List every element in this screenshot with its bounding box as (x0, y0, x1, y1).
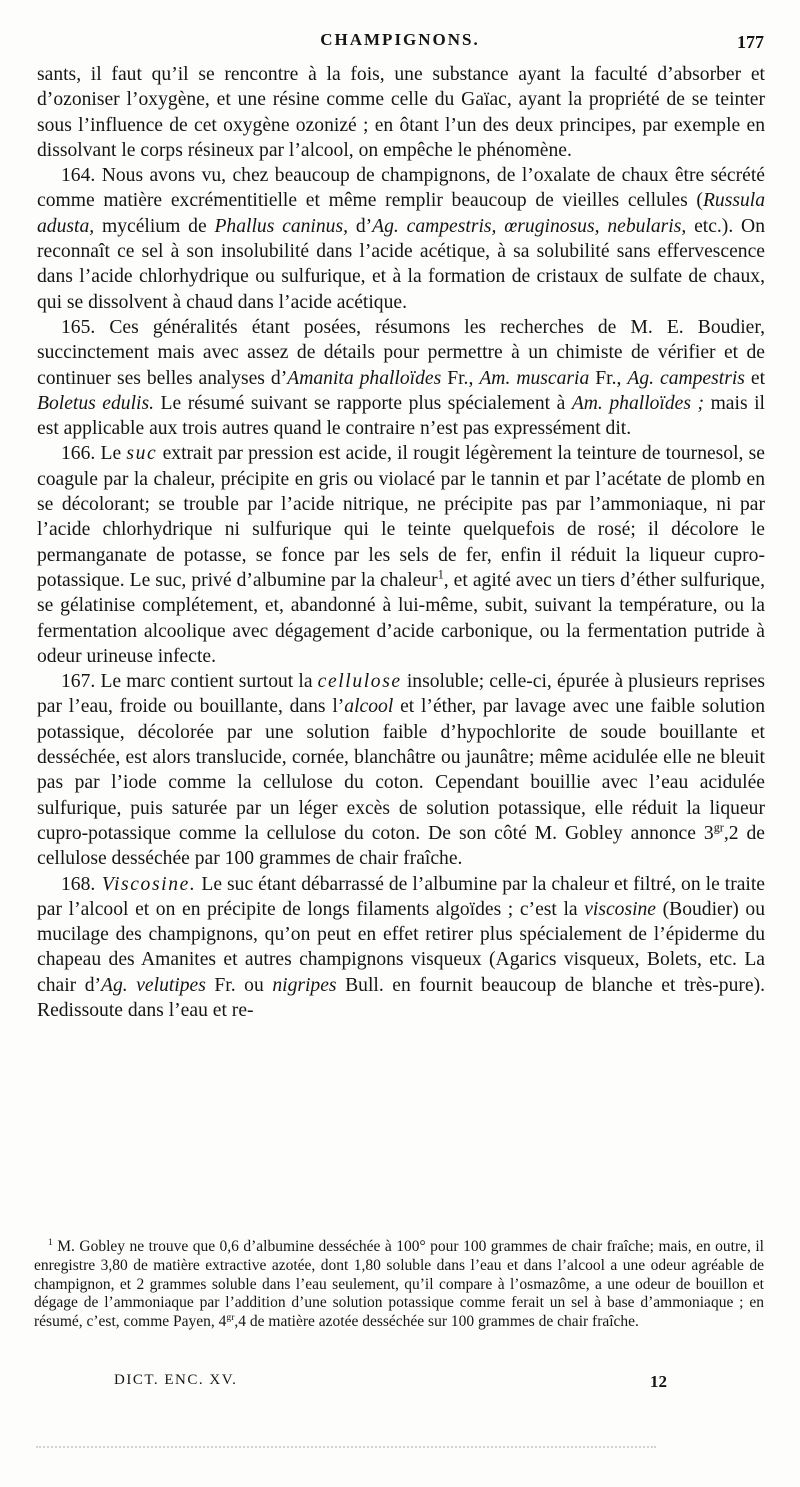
paragraph-166 (37, 441, 765, 669)
footnote-1 (34, 1238, 764, 1332)
species-name: Ag. velutipes (101, 974, 206, 996)
text-run: Ces généralités étant posées, résumons les recherches de M. E. Boudier, succinctement mais avec assez de détails pour permettre à un chimiste de vérifier et de continuer ses belles analyses d’ (37, 316, 765, 389)
text-run: Le (95, 443, 127, 465)
text-run: d’ (348, 215, 373, 237)
species-name: Ag. campestris, œruginosus, nebularis, (372, 215, 687, 237)
text-run: ,2 de cellulose desséchée par 100 grammes de chair fraîche. (37, 822, 765, 870)
paragraph-168 (37, 872, 765, 1024)
scan-artifact-divider (36, 1446, 656, 1450)
emphasized-term: cellulose (317, 671, 402, 693)
text-run: etc.). On reconnaît ce sel à son insolubilité dans l’acide acétique, à sa solubilité sans effervescence dans l’acide chlorhydrique ou sulfurique, et à la formation de cristaux de sulfate de chaux, qui se dissolvent à chaud dans l’acide acétique. (37, 215, 765, 313)
text-run: et (744, 367, 766, 389)
species-name: Russula adusta, (37, 190, 765, 237)
italic-term: viscosine (584, 898, 657, 920)
running-title: CHAMPIGNONS. (320, 30, 480, 49)
species-name: Boletus edulis. (37, 392, 154, 414)
paragraph-167 (37, 669, 765, 871)
paragraph-intro (37, 62, 765, 163)
species-name: Phallus caninus, (214, 215, 348, 237)
text-run: insoluble; celle-ci, épurée à plusieurs reprises par l’eau, froide ou bouillante, dans l’ (37, 671, 765, 718)
page-number: 177 (737, 32, 764, 52)
paragraph-164 (37, 163, 765, 315)
paragraph-intro-text: sants, il faut qu’il se rencontre à la fois, une substance ayant la faculté d’absorber et d’ozoniser l’oxygène, et une résine comme celle du Gaïac, ayant la propriété de se teinter sous l’influence de cet oxygène ozonizé ; en ôtant l’un des deux principes, par exemple en dissolvant le corps résineux par l’alcool, on empêche le phénomène. (37, 64, 765, 161)
paragraph-number: 166. (61, 443, 96, 465)
species-name: Am. muscaria (479, 367, 590, 389)
species-name: Ag. campestris (627, 367, 745, 389)
text-run: Le résumé suivant se rapporte plus spécialement à (154, 392, 572, 414)
signature-number: 12 (650, 1372, 667, 1391)
text-run: Le suc étant débarrassé de l’albumine par la chaleur et filtré, on le traite par l’alcool et on en précipite de longs filaments algoïdes ; c’est la (37, 873, 765, 920)
text-run: extrait par pression est acide, il rougit légèrement la teinture de tournesol, se coagule par la chaleur, précipite en gris ou violacé par le tannin et par l’acétate de plomb en se décolorant; se trouble par l’acide nitrique, ne précipite pas par l’ammoniaque, ni par l’acide chlorhydrique ni sulfurique qui le teinte quelquefois de rosé; il décolore le permanganate de potasse, se fonce par les sels de fer, enfin il réduit la liqueur cupro-potassique. Le suc, privé d’albumine par la chaleur (37, 443, 765, 591)
paragraph-number: 168. (61, 873, 96, 895)
printer-signature: DICT. ENC. XV. (114, 1372, 238, 1388)
text-run: Nous avons vu, chez beaucoup de champignons, de l’oxalate de chaux être sécrété comme matière excrémentitielle et même remplir beaucoup de vieilles cellules ( (37, 165, 765, 212)
emphasized-term: suc (126, 443, 158, 465)
italic-term: alcool (344, 696, 394, 718)
paragraph-number: 165. (61, 316, 96, 338)
footnote-text: ,4 de matière azotée desséchée sur 100 grammes de chair fraîche. (234, 1313, 639, 1331)
text-run: Bull. en fournit beaucoup de blanche et très-pure). Redissoute dans l’eau et re- (37, 974, 766, 1021)
body-text (37, 62, 765, 1023)
footnote-mark: 1 (48, 1236, 53, 1248)
footnote-text: M. Gobley ne trouve que 0,6 d’albumine desséchée à 100° pour 100 grammes de chair fraîche; mais, en outre, il enregistre 3,80 de matière extractive azotée, dont 1,80 soluble dans l’eau et dans l’alcool a une odeur agréable de champignon, et 2 grammes soluble dans l’eau seulement, qu’il compare à l’osmazôme, a une odeur de bouillon et dégage de l’ammoniaque par l’addition d’une solution potassique comme ferait un sel à base d’ammoniaque ; en résumé, c’est, comme Payen, 4 (34, 1238, 764, 1331)
unit-superscript: gr (226, 1312, 235, 1324)
text-run: Le marc contient surtout la (95, 671, 318, 693)
species-name: Am. phalloïdes ; (571, 392, 705, 414)
text-run: , et agité avec un tiers d’éther sulfurique, se gélatinise complétement, et, abandonné à lui-même, subit, suivant la température, ou la fermentation alcoolique avec dégagement d’acide carbonique, ou la fermentation putride à odeur urineuse infecte. (37, 569, 765, 667)
text-run: et l’éther, par lavage avec une faible solution potassique, décolorée par une solution faible d’hypochlorite de soude bouillante et desséchée, est alors translucide, cornée, blanchâtre ou jaunâtre; même acidulée elle ne bleuit pas par l’iode comme la cellulose du coton. Cependant bouillie avec l’eau acidulée sulfurique, puis saturée par un léger excès de solution potassique, elle réduit la liqueur cupro-potassique comme la cellulose du coton. De son côté M. Gobley annonce 3 (37, 696, 766, 844)
section-term: Viscosine. (95, 873, 197, 895)
page-header (36, 30, 764, 56)
unit-superscript: gr (713, 820, 724, 835)
text-run: (Boudier) ou mucilage des champignons, qu’on peut en effet retirer plus spécialement de l’épiderme du chapeau des Amanites et autres champignons visqueux (Agarics visqueux, Bolets, etc. La chair d’ (37, 898, 765, 996)
paragraph-165 (37, 315, 765, 441)
paragraph-number: 164. (61, 165, 96, 187)
text-run: Fr. ou (205, 974, 273, 996)
species-name: Amanita phalloïdes (287, 367, 442, 389)
species-name: nigripes (272, 974, 337, 996)
text-run: Fr., (441, 367, 480, 389)
footnote-reference: 1 (437, 567, 444, 582)
paragraph-number: 167. (61, 671, 96, 693)
footnotes (34, 1238, 764, 1332)
text-run: mais il est applicable aux trois autres quand le contraire n’est pas expressément dit. (37, 392, 765, 440)
text-run: Fr., (589, 367, 628, 389)
text-run: mycélium de (94, 215, 215, 237)
